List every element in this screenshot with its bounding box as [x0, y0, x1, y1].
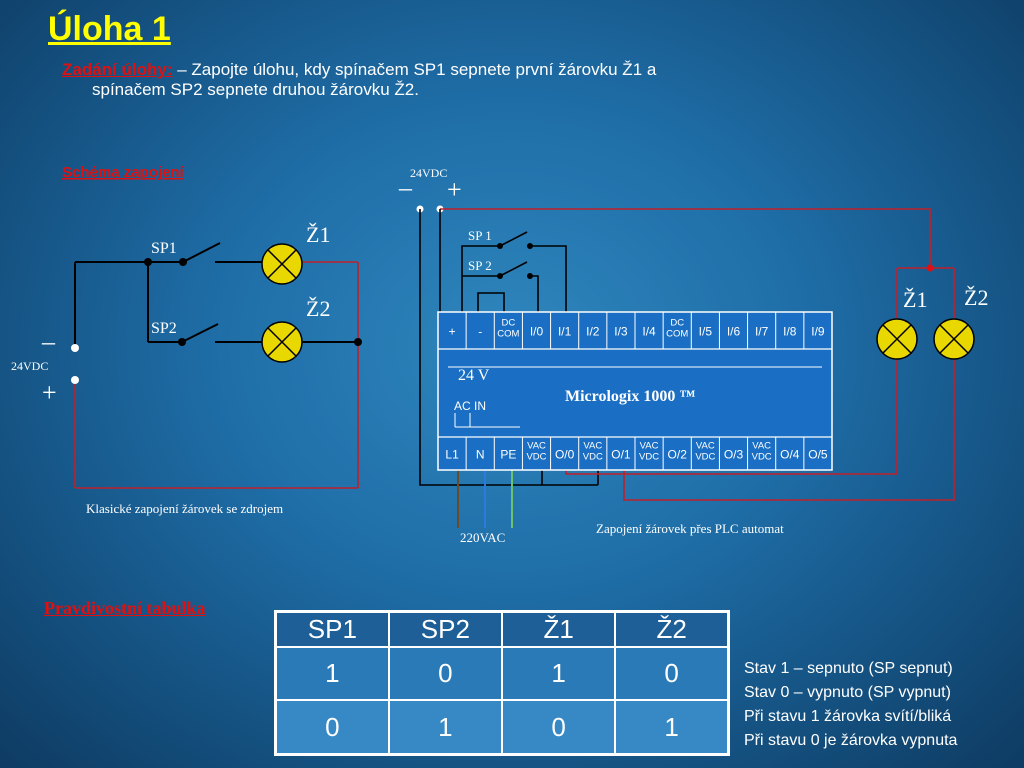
plc-output-terminal-label: VDC — [582, 451, 603, 463]
plc-output-terminal-label: VAC — [527, 440, 546, 452]
right-lamp-z2-icon — [934, 319, 974, 359]
plc-output-terminal-label: VAC — [583, 440, 603, 452]
plc-output-terminal-label: O/4 — [780, 447, 800, 462]
table-cell: 0 — [502, 700, 615, 754]
left-caption: Klasické zapojení žárovek se zdrojem — [86, 501, 284, 516]
table-cell: 0 — [615, 647, 728, 700]
plc-input-terminal-label: I/7 — [754, 324, 769, 339]
right-supply-label: 24VDC — [410, 166, 448, 180]
schema-title: Schéma zapojení — [62, 164, 184, 181]
table-cell: 1 — [389, 700, 502, 754]
plc-output-terminal-label: L1 — [445, 447, 459, 462]
mains-label: 220VAC — [460, 530, 506, 545]
task-text-line1: – Zapojte úlohu, kdy spínačem SP1 sepnete první žárovku Ž1 a — [172, 60, 657, 79]
table-row — [276, 647, 729, 700]
plc-voltage-label: 24 V — [458, 367, 490, 384]
plc-output-terminal-label: VDC — [526, 451, 547, 463]
plc-input-terminal-label: - — [478, 324, 483, 339]
left-supply-label: 24VDC — [11, 359, 49, 373]
plc-output-terminal-label: VAC — [639, 440, 659, 452]
plc-output-terminal-label: O/0 — [554, 447, 575, 462]
plc-output-terminal-label: VDC — [639, 451, 660, 463]
truth-table-header-row — [276, 612, 729, 648]
truth-header-sp1: SP1 — [276, 612, 389, 648]
right-plus-sign: + — [447, 175, 462, 204]
plc-input-terminal-label: I/2 — [586, 324, 600, 339]
plc-output-terminal-label: O/5 — [808, 447, 828, 462]
plc-output-terminal-label: O/1 — [611, 447, 631, 462]
plc-input-terminal-label: I/4 — [642, 324, 656, 339]
table-cell: 1 — [502, 647, 615, 700]
left-z2-label: Ž2 — [306, 296, 331, 321]
plc-name: Micrologix 1000 ™ — [565, 388, 696, 405]
table-cell: 0 — [276, 700, 389, 754]
plc-output-terminal-label: O/3 — [723, 447, 744, 462]
left-supply-minus-terminal — [71, 344, 79, 352]
plc-input-terminal-label: I/1 — [557, 324, 572, 339]
table-row — [276, 700, 729, 754]
plc-input-terminal-label: DC — [501, 317, 516, 329]
classic-circuit — [75, 243, 358, 488]
left-plus-sign: + — [42, 378, 57, 407]
plc-output-terminal-label: N — [475, 447, 485, 462]
right-caption: Zapojení žárovek přes PLC automat — [596, 521, 784, 536]
plc-input-terminal-label: I/3 — [614, 324, 628, 339]
plc-input-terminal-label: I/5 — [698, 324, 713, 339]
table-cell: 1 — [615, 700, 728, 754]
plc-input-terminal-label: I/0 — [529, 324, 544, 339]
plc-output-terminal-label: VDC — [751, 451, 772, 463]
plc-output-terminal-label: PE — [500, 447, 517, 462]
right-lamp-z1-icon — [877, 319, 917, 359]
truth-header-z2: Ž2 — [615, 612, 728, 648]
plc-output-terminal-label: VAC — [695, 440, 715, 452]
legend-line: Při stavu 1 žárovka svítí/bliká — [744, 708, 952, 725]
left-lamp-z2-icon — [262, 322, 302, 362]
task-text-line2: spínačem SP2 sepnete druhou žárovku Ž2. — [92, 80, 419, 99]
left-sp2-label: SP2 — [151, 320, 177, 337]
state-legend — [744, 657, 1020, 753]
truth-table — [274, 610, 730, 756]
plc-output-terminal-label: VAC — [752, 440, 772, 452]
right-z2-label: Ž2 — [964, 285, 989, 310]
left-z1-label: Ž1 — [306, 222, 331, 247]
plc-output-terminal-label: VDC — [695, 451, 716, 463]
plc-input-terminal-label: COM — [666, 328, 689, 340]
plc-input-terminal-label: I/8 — [783, 324, 797, 339]
table-cell: 1 — [276, 647, 389, 700]
legend-line: Při stavu 0 je žárovka vypnuta — [744, 732, 958, 749]
task-label: Zadání úlohy: — [62, 60, 173, 79]
legend-line: Stav 0 – vypnuto (SP vypnut) — [744, 684, 951, 701]
table-cell: 0 — [389, 647, 502, 700]
left-supply-plus-terminal — [71, 376, 79, 384]
plc-junctions — [497, 243, 934, 279]
truth-header-z1: Ž1 — [502, 612, 615, 648]
plc-input-terminal-label: + — [448, 324, 456, 339]
right-sp2-label: SP 2 — [468, 258, 492, 273]
left-lamp-z1-icon — [262, 244, 302, 284]
right-minus-sign: – — [399, 173, 412, 202]
plc-input-terminal-label: COM — [497, 328, 520, 340]
left-minus-sign: – — [42, 327, 55, 356]
right-sp1-label: SP 1 — [468, 228, 492, 243]
plc-input-terminal-label: I/6 — [726, 324, 741, 339]
slide-title: Úloha 1 — [48, 10, 171, 48]
plc-ac-in-label: AC IN — [454, 399, 487, 413]
plc-input-terminal-label: I/9 — [811, 324, 825, 339]
truth-table-title: Pravdivostní tabulka — [44, 598, 206, 618]
plc-input-terminal-label: DC — [670, 317, 685, 329]
plc-output-terminal-label: O/2 — [667, 447, 687, 462]
truth-header-sp2: SP2 — [389, 612, 502, 648]
left-sp1-label: SP1 — [151, 240, 177, 257]
legend-line: Stav 1 – sepnuto (SP sepnut) — [744, 660, 953, 677]
right-z1-label: Ž1 — [903, 287, 928, 312]
